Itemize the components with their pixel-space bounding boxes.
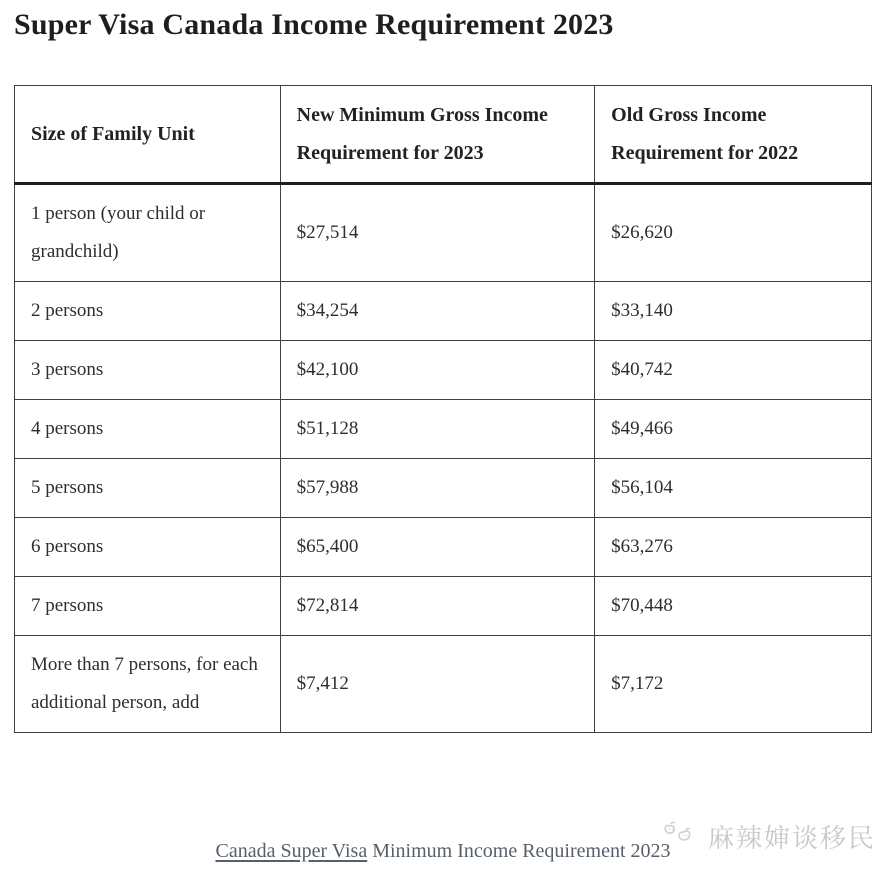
new-income-cell: $27,514 [280,184,595,282]
table-caption [0,840,886,863]
new-income-cell: $57,988 [280,459,595,518]
old-income-cell: $70,448 [595,577,872,636]
new-income-cell: $7,412 [280,636,595,733]
family-size-cell: 4 persons [15,400,281,459]
watermark-text: 麻辣婶谈移民 [707,824,876,854]
income-requirement-table [14,85,872,733]
page-title: Super Visa Canada Income Requirement 2023 [14,8,614,41]
family-size-cell: 6 persons [15,518,281,577]
old-income-cell: $40,742 [595,341,872,400]
table-row [15,459,872,518]
new-income-cell: $72,814 [280,577,595,636]
family-size-cell: 5 persons [15,459,281,518]
table-row [15,577,872,636]
family-size-cell: 2 persons [15,282,281,341]
column-header-new-2023: New Minimum Gross Income Requirement for 2023 [280,86,595,184]
table-row [15,282,872,341]
old-income-cell: $26,620 [595,184,872,282]
old-income-cell: $63,276 [595,518,872,577]
old-income-cell: $56,104 [595,459,872,518]
new-income-cell: $51,128 [280,400,595,459]
family-size-cell: 3 persons [15,341,281,400]
table-row [15,636,872,733]
table-header-row [15,86,872,184]
old-income-cell: $33,140 [595,282,872,341]
table-row [15,518,872,577]
family-size-cell: 1 person (your child or grandchild) [15,184,281,282]
table-row [15,184,872,282]
column-header-old-2022: Old Gross Income Requirement for 2022 [595,86,872,184]
new-income-cell: $42,100 [280,341,595,400]
column-header-family-size: Size of Family Unit [15,86,281,184]
new-income-cell: $34,254 [280,282,595,341]
caption-text: Minimum Income Requirement 2023 [367,840,671,862]
old-income-cell: $7,172 [595,636,872,733]
family-size-cell: More than 7 persons, for each additional person, add [15,636,281,733]
new-income-cell: $65,400 [280,518,595,577]
table-row [15,400,872,459]
canada-super-visa-link[interactable]: Canada Super Visa [215,840,368,862]
table-row [15,341,872,400]
family-size-cell: 7 persons [15,577,281,636]
old-income-cell: $49,466 [595,400,872,459]
